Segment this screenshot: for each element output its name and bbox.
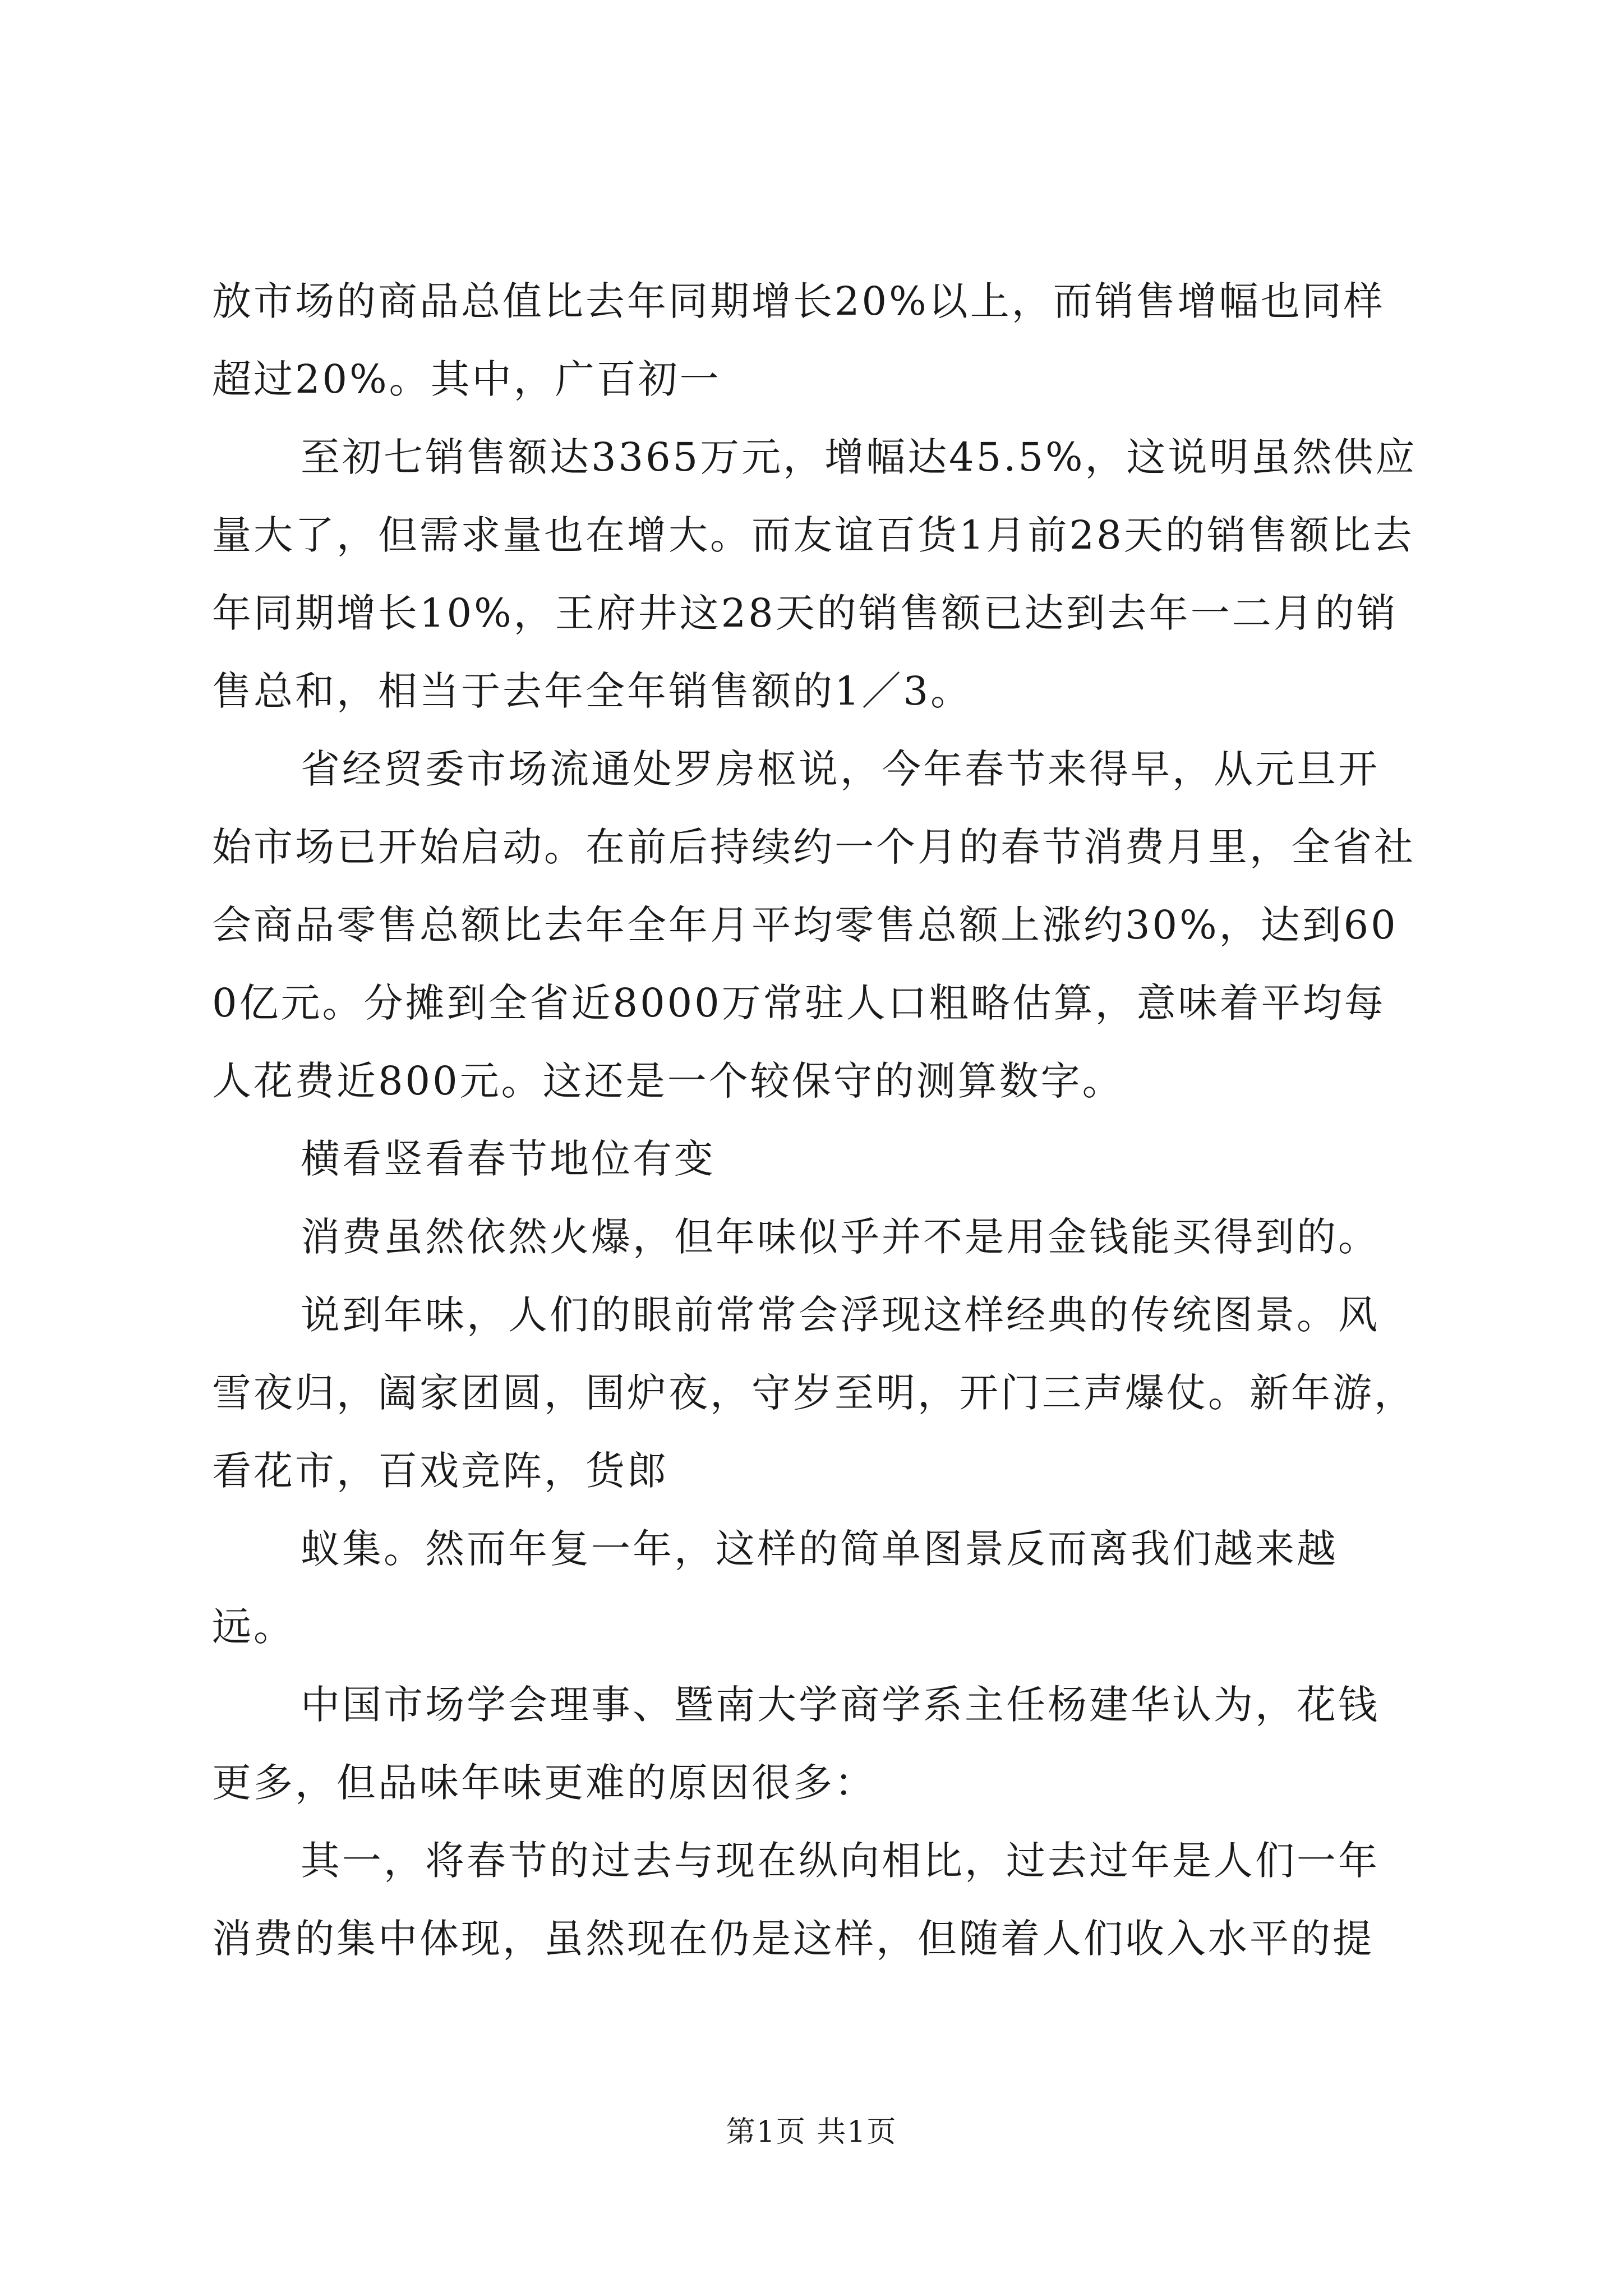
paragraph: 其一，将春节的过去与现在纵向相比，过去过年是人们一年消费的集中体现，虽然现在仍是这样，但随着人们收入水平的提 — [212, 1838, 1380, 1962]
document-body — [212, 263, 1418, 1978]
paragraph: 省经贸委市场流通处罗房枢说，今年春节来得早，从元旦开始市场已开始启动。在前后持续约一个月的春节消费月里，全省社会商品零售总额比去年全年月平均零售总额上涨约30%，达到600亿元。分摊到全省近8000万常驻人口粗略估算，意味着平均每人花费近800元。这还是一个较保守的测算数字。 — [212, 746, 1415, 1104]
paragraph: 说到年味，人们的眼前常常会浮现这样经典的传统图景。风雪夜归，阖家团圆，围炉夜，守岁至明，开门三声爆仗。新年游，看花市，百戏竞阵，货郎 — [212, 1292, 1415, 1494]
section-heading: 横看竖看春节地位有变 — [301, 1136, 716, 1182]
page-footer: 第1页 共1页 — [726, 2115, 897, 2149]
paragraph: 中国市场学会理事、暨南大学商学系主任杨建华认为，花钱更多，但品味年味更难的原因很多： — [212, 1682, 1380, 1806]
paragraph: 消费虽然依然火爆，但年味似乎并不是用金钱能买得到的。 — [301, 1214, 1380, 1260]
paragraph: 至初七销售额达3365万元，增幅达45.5%，这说明虽然供应量大了，但需求量也在增大。而友谊百货1月前28天的销售额比去年同期增长10%，王府井这28天的销售额已达到去年一二月的销售总和，相当于去年全年销售额的1／3。 — [212, 434, 1417, 714]
paragraph: 放市场的商品总值比去年同期增长20%以上，而销售增幅也同样超过20%。其中，广百初一 — [212, 278, 1385, 402]
paragraph: 蚁集。然而年复一年，这样的简单图景反而离我们越来越远。 — [212, 1526, 1338, 1650]
